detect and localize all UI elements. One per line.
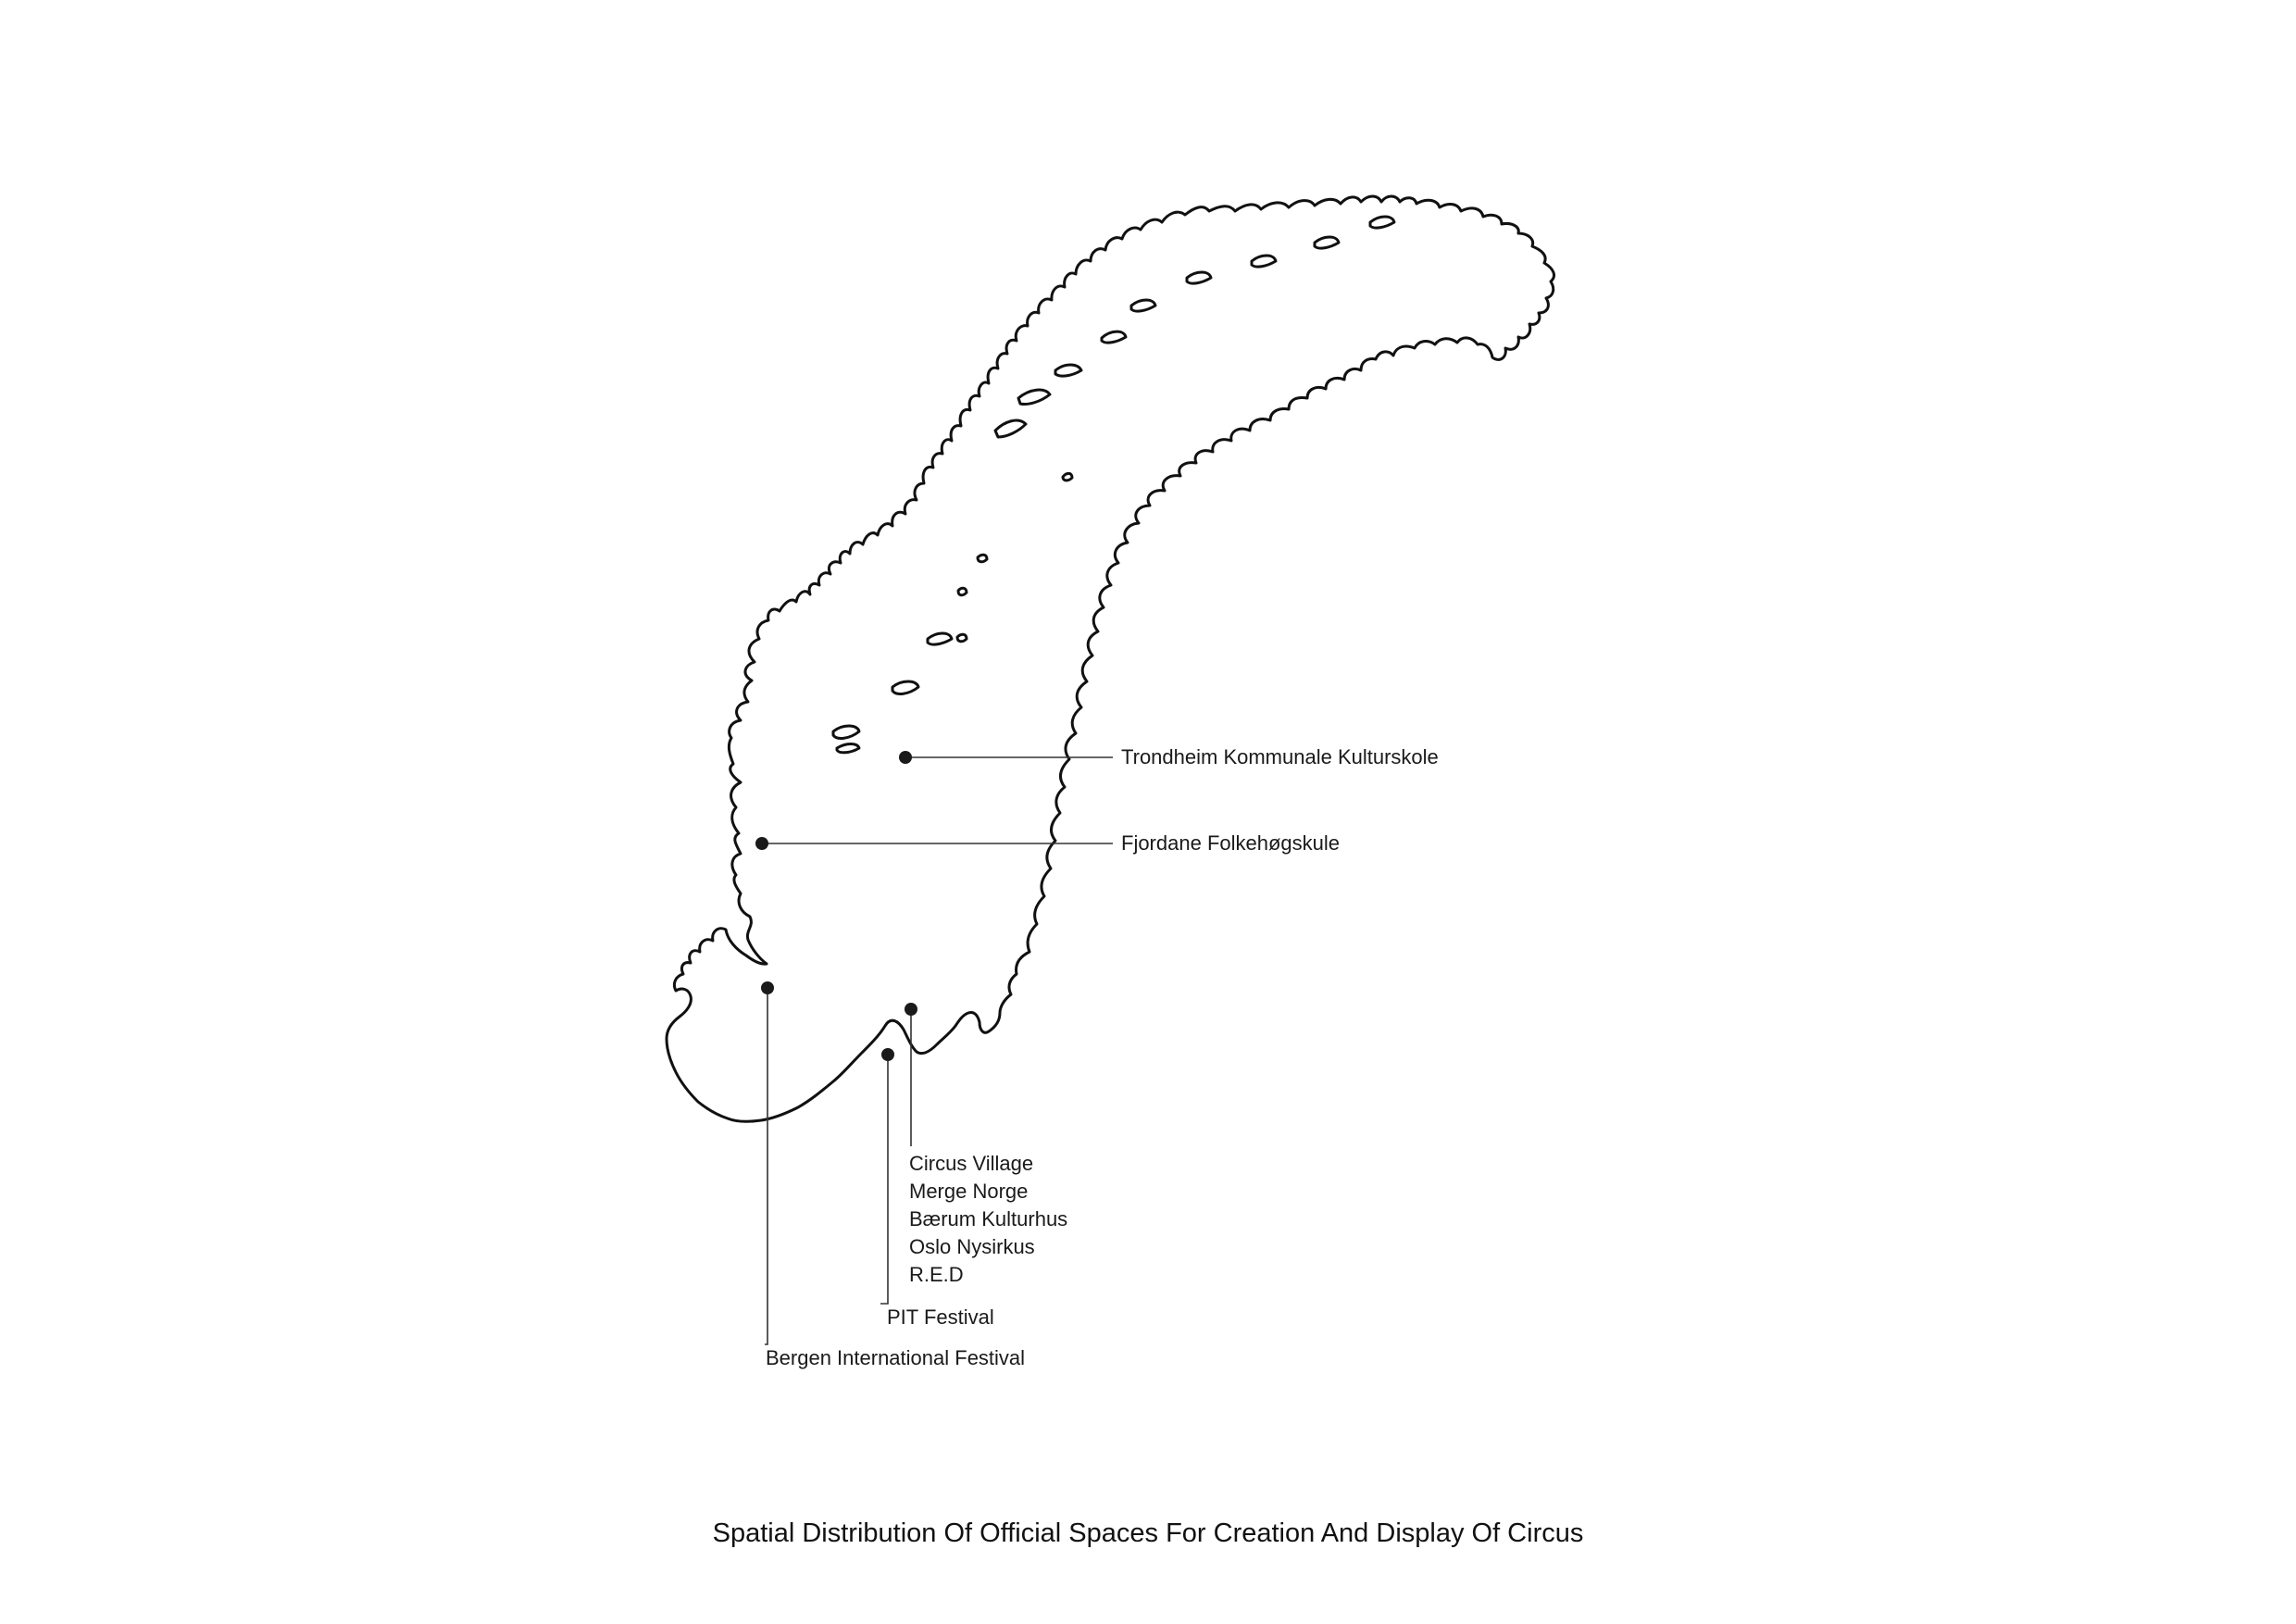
location-markers — [755, 751, 917, 1061]
label-bergen-festival: Bergen International Festival — [766, 1346, 1026, 1369]
label-oslo-nysirkus: Oslo Nysirkus — [909, 1235, 1035, 1258]
label-circus-village: Circus Village — [909, 1152, 1034, 1175]
marker-bergen — [761, 981, 774, 994]
marker-porsgrunn — [881, 1048, 894, 1061]
norway-coastline — [667, 196, 1554, 1121]
marker-fjordane — [755, 837, 768, 850]
location-labels — [766, 745, 1439, 1369]
label-fjordane: Fjordane Folkehøgskule — [1121, 831, 1341, 855]
marker-trondheim — [899, 751, 912, 764]
label-pit-festival: PIT Festival — [887, 1305, 994, 1329]
label-merge-norge: Merge Norge — [909, 1180, 1029, 1203]
label-trondheim: Trondheim Kommunale Kulturskole — [1121, 745, 1439, 768]
marker-oslo — [905, 1003, 917, 1016]
label-baerum-kulturhus: Bærum Kulturhus — [909, 1207, 1068, 1230]
map-title: Spatial Distribution Of Official Spaces For Creation And Display Of Circus — [712, 1518, 1584, 1548]
label-red: R.E.D — [909, 1263, 964, 1286]
leader-bergen — [765, 988, 767, 1344]
leader-porsgrunn — [880, 1055, 888, 1304]
